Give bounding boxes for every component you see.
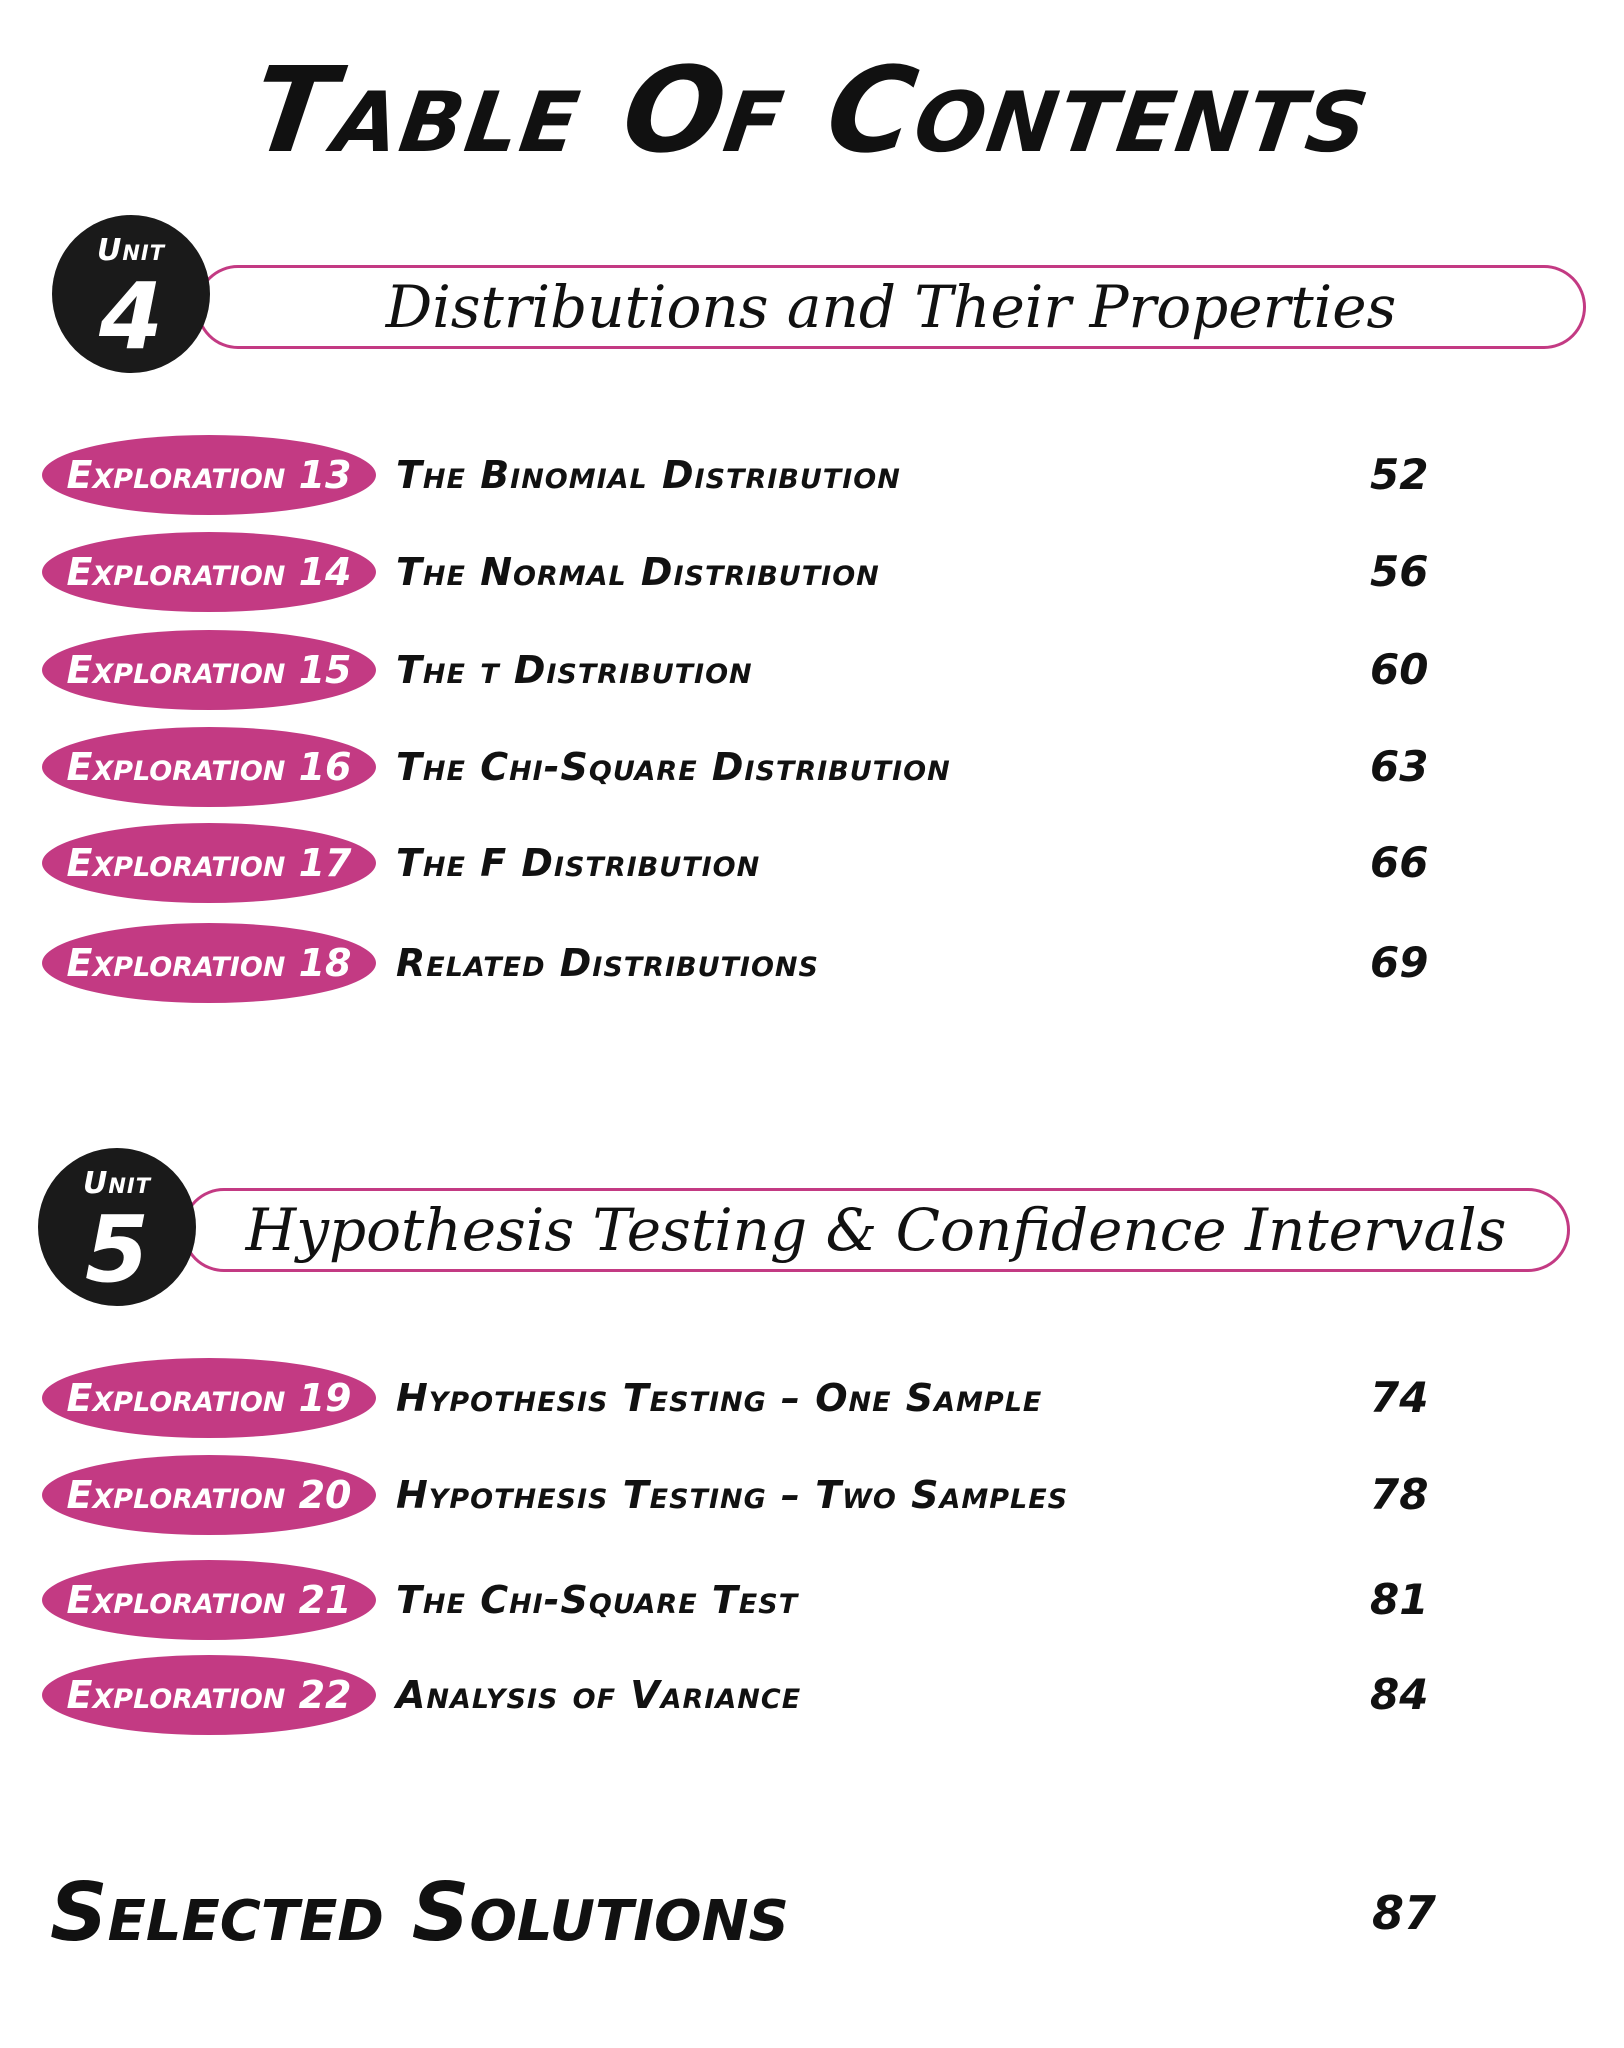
entry-title: The Chi-Square Test [396,1578,799,1622]
entry-title: The Binomial Distribution [396,453,901,497]
exploration-label: Exploration 17 [42,823,376,903]
entry-page: 66 [1370,838,1429,887]
unit-word: Unit [96,233,166,268]
exploration-label: Exploration 15 [42,630,376,710]
toc-entry[interactable] [0,532,1624,612]
exploration-label: Exploration 18 [42,923,376,1003]
exploration-label: Exploration 14 [42,532,376,612]
toc-entry[interactable] [0,727,1624,807]
entry-page: 78 [1370,1470,1429,1519]
unit-title-banner [182,1188,1570,1272]
entry-title: The F Distribution [396,841,761,885]
entry-page: 84 [1370,1670,1429,1719]
unit-number: 5 [84,1196,149,1303]
unit-badge [38,1148,196,1306]
entry-title: Analysis of Variance [396,1673,802,1717]
entry-title: Related Distributions [396,941,819,985]
entry-page: 63 [1370,742,1429,791]
unit-badge [52,215,210,373]
toc-entry[interactable] [0,1560,1624,1640]
entry-title: Hypothesis Testing – Two Samples [396,1473,1069,1517]
entry-title: The Chi-Square Distribution [396,745,951,789]
toc-entry[interactable] [0,823,1624,903]
unit-header-4 [0,215,1624,385]
entry-title: Hypothesis Testing – One Sample [396,1376,1043,1420]
entry-page: 69 [1370,938,1429,987]
selected-solutions-title[interactable]: Selected Solutions [50,1866,789,1959]
exploration-label: Exploration 20 [42,1455,376,1535]
entry-page: 74 [1370,1373,1429,1422]
exploration-label: Exploration 22 [42,1655,376,1735]
toc-entry[interactable] [0,1455,1624,1535]
unit-title: Hypothesis Testing & Confidence Intervals [245,1196,1507,1264]
toc-entry[interactable] [0,1655,1624,1735]
toc-entry[interactable] [0,1358,1624,1438]
entry-page: 52 [1370,450,1429,499]
selected-solutions-page: 87 [1372,1886,1437,1940]
entry-title: The t Distribution [396,648,753,692]
unit-title: Distributions and Their Properties [385,273,1397,341]
entry-title: The Normal Distribution [396,550,880,594]
toc-entry[interactable] [0,923,1624,1003]
exploration-label: Exploration 13 [42,435,376,515]
unit-header-5 [0,1148,1624,1318]
toc-entry[interactable] [0,435,1624,515]
unit-title-banner [196,265,1586,349]
unit-number: 4 [98,263,163,370]
entry-page: 60 [1370,645,1429,694]
exploration-label: Exploration 19 [42,1358,376,1438]
unit-word: Unit [82,1166,152,1201]
exploration-label: Exploration 21 [42,1560,376,1640]
entry-page: 81 [1370,1575,1429,1624]
page-title: Table Of Contents [244,41,1380,179]
exploration-label: Exploration 16 [42,727,376,807]
entry-page: 56 [1370,547,1429,596]
toc-entry[interactable] [0,630,1624,710]
